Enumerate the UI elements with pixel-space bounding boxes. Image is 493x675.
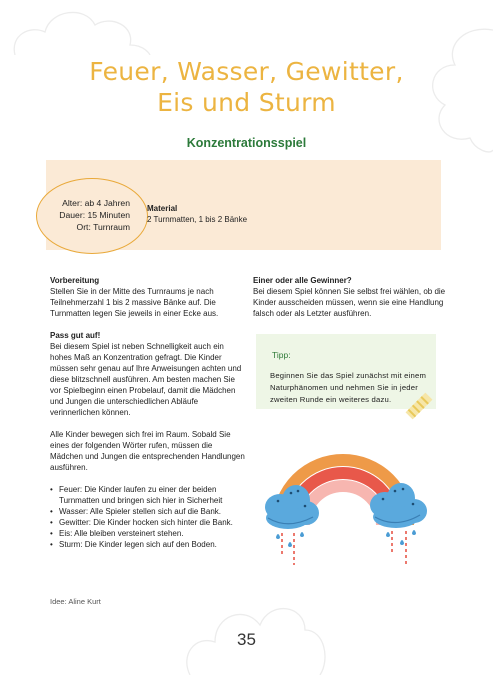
- rainbow-illustration: [258, 405, 433, 575]
- info-details: [50, 197, 130, 233]
- cloud-outline-top-left: [5, 0, 155, 55]
- page-number: 35: [237, 630, 256, 649]
- attention-heading: Pass gut auf!: [50, 331, 101, 340]
- list-item: • Sturm: Die Kinder legen sich auf den Boden.: [50, 539, 246, 550]
- page-title: [0, 56, 493, 118]
- attention-text: Bei diesem Spiel ist neben Schnelligkeit auch ein hohes Maß an Konzentration gefragt. Die Kinder müssen sehr genau auf Ihre Anweisungen achten und diese blitzschnell ausführen. Am besten machen Sie vor Spielbeginn einen Probelauf, damit die Mädchen und Jungen die unterschiedlichen Abläufe verinnerlichen können.: [50, 342, 242, 417]
- credit-line: Idee: Aline Kurt: [50, 597, 101, 606]
- winners-text: Bei diesem Spiel können Sie selbst frei wählen, ob die Kinder ausscheiden müssen, wenn sie eine Handlung falsch oder als Letzter ausführen.: [253, 287, 446, 318]
- right-column: [253, 275, 453, 330]
- title-line-1: Feuer, Wasser, Gewitter,: [89, 57, 404, 86]
- list-item: • Eis: Alle bleiben versteinert stehen.: [50, 528, 246, 539]
- tip-text: Beginnen Sie das Spiel zunächst mit einem Naturphänomen und nehmen Sie in jeder zweiten Runde ein weiteres dazu.: [270, 371, 427, 404]
- title-line-2: Eis und Sturm: [157, 88, 336, 117]
- material-heading: Material: [147, 204, 178, 213]
- age-label: Alter: ab 4 Jahren: [62, 198, 130, 208]
- duration-label: Dauer: 15 Minuten: [59, 210, 130, 220]
- place-label: Ort: Turnraum: [76, 222, 130, 232]
- tip-title: Tipp:: [272, 350, 291, 360]
- preparation-heading: Vorbereitung: [50, 276, 100, 285]
- movement-text: Alle Kinder bewegen sich frei im Raum. Sobald Sie eines der folgenden Wörter rufen, müssen die Mädchen und Jungen die entsprechenden Handlungen ausführen.: [50, 430, 245, 472]
- material-section: [147, 203, 247, 225]
- list-item: • Feuer: Die Kinder laufen zu einer der beiden Turnmatten und bringen sich hier in Sicherheit: [50, 484, 246, 506]
- list-item: • Gewitter: Die Kinder hocken sich hinter die Bank.: [50, 517, 246, 528]
- list-item: • Wasser: Alle Spieler stellen sich auf die Bank.: [50, 506, 246, 517]
- left-column: [50, 275, 246, 550]
- preparation-text: Stellen Sie in der Mitte des Turnraums je nach Teilnehmerzahl 1 bis 2 massive Bänke auf. Die Turnmatten legen Sie jeweils in einer Ecke aus.: [50, 287, 219, 318]
- subtitle: Konzentrationsspiel: [186, 136, 307, 150]
- rain-cloud-icon: [370, 483, 427, 565]
- cloud-outline-bottom: [180, 570, 330, 675]
- material-text: 2 Turnmatten, 1 bis 2 Bänke: [147, 215, 248, 224]
- command-list: [50, 484, 246, 550]
- winners-heading: Einer oder alle Gewinner?: [253, 276, 352, 285]
